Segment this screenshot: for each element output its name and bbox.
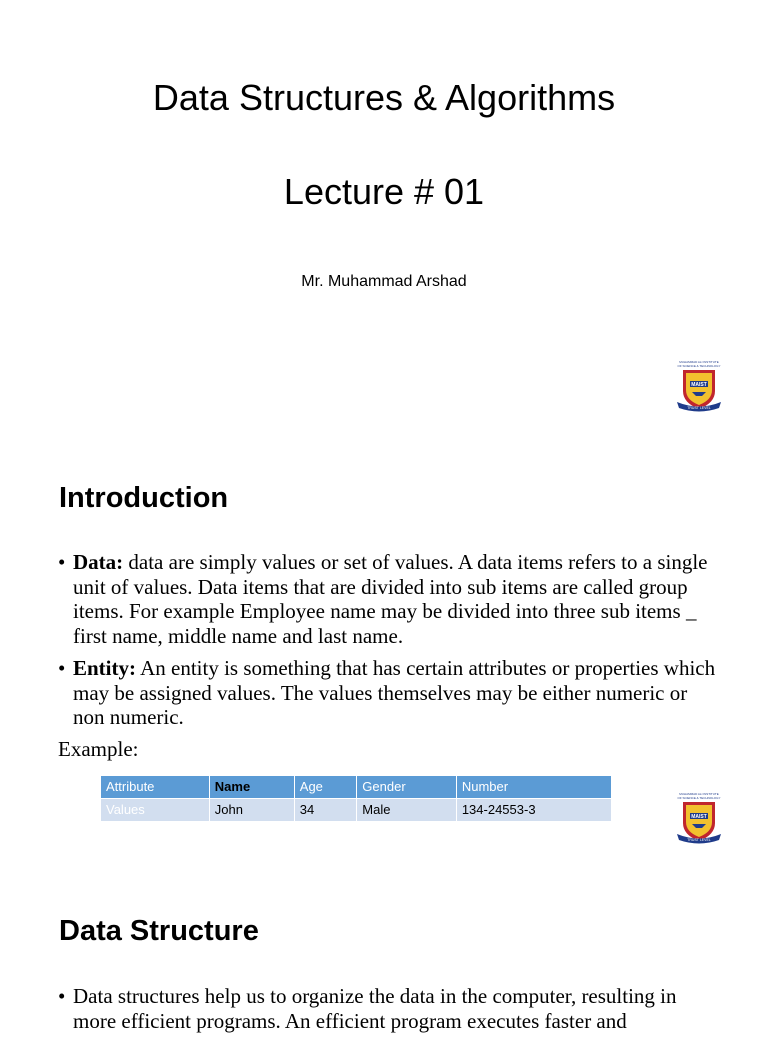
bullet-text: Data structures help us to organize the data in the computer, resulting in more efficient programs. An efficient program executes faster and <box>73 984 677 1033</box>
institute-logo <box>674 359 724 415</box>
slide-body <box>58 984 718 1041</box>
introduction-slide <box>0 433 768 866</box>
svg-text:TRUST LEVEL: TRUST LEVEL <box>687 406 711 410</box>
data-structure-slide <box>0 866 768 1033</box>
bullet-text: data are simply values or set of values. A data items refers to a single unit of values. Data items that are divided into sub items are called group items. For example Employee name may be divided into three sub items _ first name, middle name and last name. <box>73 550 708 648</box>
table-cell: Male <box>357 799 457 822</box>
svg-text:MUHAMMAD ALI INSTITUTE: MUHAMMAD ALI INSTITUTE <box>679 360 719 364</box>
slide-heading: Data Structure <box>59 915 259 947</box>
table-header-cell: Name <box>209 776 294 799</box>
table-cell: 34 <box>294 799 357 822</box>
example-label: Example: <box>58 736 139 761</box>
svg-text:MUHAMMAD ALI INSTITUTE: MUHAMMAD ALI INSTITUTE <box>679 792 719 796</box>
bullet-text: An entity is something that has certain attributes or properties which may be assigned values. The values themselves may be either numeric or non numeric. <box>73 656 716 729</box>
table-cell: 134-24553-3 <box>456 799 611 822</box>
svg-text:TRUST LEVEL: TRUST LEVEL <box>687 838 711 842</box>
lecture-number: Lecture # 01 <box>283 171 485 212</box>
slide-heading: Introduction <box>59 482 229 514</box>
svg-text:MAIST: MAIST <box>691 382 707 388</box>
institute-logo <box>674 791 724 847</box>
table-header-cell: Age <box>294 776 357 799</box>
svg-text:MAIST: MAIST <box>691 814 707 820</box>
presentation-title: Data Structures & Algorithms <box>152 77 616 118</box>
table-header-row <box>101 776 612 799</box>
bullet-dot: • <box>58 656 66 680</box>
bullet-term: Entity: <box>73 656 136 680</box>
bullet-dot: • <box>58 550 66 574</box>
table-cell: Values <box>101 799 210 822</box>
table-header-cell: Number <box>456 776 611 799</box>
slide-body <box>58 550 718 761</box>
bullet-data <box>58 550 718 648</box>
title-slide <box>0 0 768 433</box>
table-row <box>101 799 612 822</box>
svg-text:OF SCIENCE & TECHNOLOGY: OF SCIENCE & TECHNOLOGY <box>677 796 721 800</box>
attribute-table <box>100 775 612 822</box>
bullet-entity <box>58 656 718 730</box>
bullet-dot: • <box>58 984 66 1008</box>
author-name: Mr. Muhammad Arshad <box>301 273 467 290</box>
table-header-cell: Attribute <box>101 776 210 799</box>
bullet-data-structure <box>58 984 718 1033</box>
bullet-term: Data: <box>73 550 124 574</box>
table-header-cell: Gender <box>357 776 457 799</box>
table-cell: John <box>209 799 294 822</box>
svg-text:OF SCIENCE & TECHNOLOGY: OF SCIENCE & TECHNOLOGY <box>677 364 721 368</box>
